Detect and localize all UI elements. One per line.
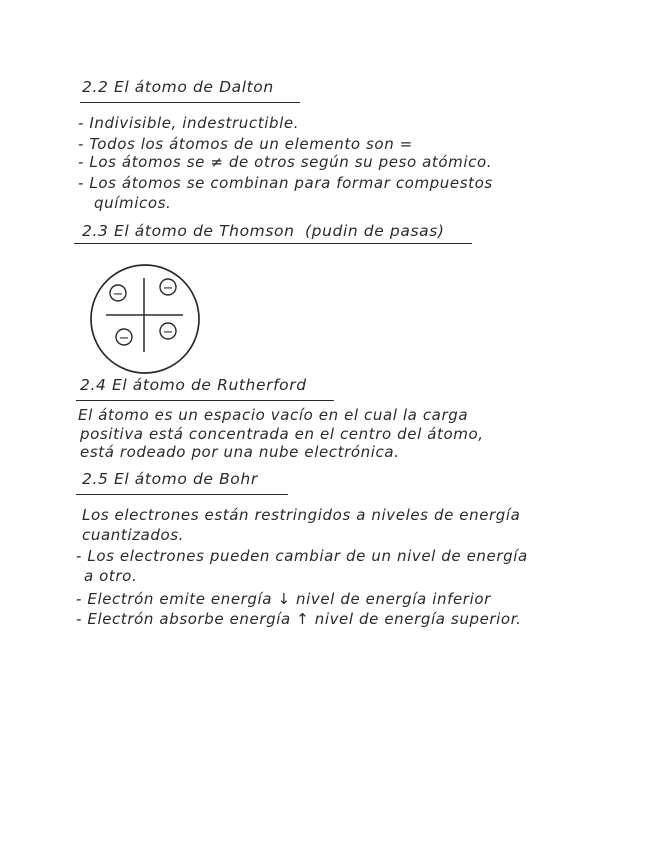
bohr-line-3: - Los electrones pueden cambiar de un nivel de energía bbox=[76, 547, 528, 565]
electron bbox=[116, 329, 132, 346]
bohr-line-4: a otro. bbox=[84, 567, 138, 585]
section-heading-bohr: 2.5 El átomo de Bohr bbox=[82, 470, 258, 488]
svg-text:−: − bbox=[162, 325, 174, 340]
section-heading-dalton: 2.2 El átomo de Dalton bbox=[82, 78, 274, 96]
heading-underline-bohr bbox=[76, 494, 288, 495]
electron bbox=[110, 285, 126, 302]
bohr-line-6: - Electrón absorbe energía ↑ nivel de energía superior. bbox=[76, 610, 522, 628]
heading-underline-rutherford bbox=[76, 400, 334, 401]
bohr-line-1: Los electrones están restringidos a niveles de energía bbox=[82, 506, 521, 524]
electron bbox=[160, 323, 176, 340]
section-heading-rutherford: 2.4 El átomo de Rutherford bbox=[80, 376, 307, 394]
svg-text:−: − bbox=[162, 281, 174, 296]
bohr-line-5: - Electrón emite energía ↓ nivel de energía inferior bbox=[76, 590, 491, 608]
dalton-line-5: químicos. bbox=[94, 194, 172, 212]
thomson-note: (pudin de pasas) bbox=[305, 222, 445, 240]
thomson-atom-diagram bbox=[84, 258, 206, 380]
rutherford-line-2: positiva está concentrada en el centro del átomo, bbox=[80, 425, 484, 443]
section-heading-thomson: 2.3 El átomo de Thomson bbox=[82, 222, 295, 240]
svg-text:−: − bbox=[112, 287, 124, 302]
dalton-line-2: - Todos los átomos de un elemento son = bbox=[78, 135, 413, 153]
dalton-line-1: - Indivisible, indestructible. bbox=[78, 114, 300, 132]
bohr-line-2: cuantizados. bbox=[82, 526, 185, 544]
atom-sphere bbox=[91, 265, 199, 373]
dalton-line-3: - Los átomos se ≠ de otros según su peso atómico. bbox=[78, 153, 493, 171]
electron bbox=[160, 279, 176, 296]
heading-underline-thomson bbox=[74, 243, 472, 244]
dalton-line-4: - Los átomos se combinan para formar compuestos bbox=[78, 174, 493, 192]
rutherford-line-1: El átomo es un espacio vacío en el cual la carga bbox=[78, 406, 469, 424]
svg-text:−: − bbox=[118, 331, 130, 346]
rutherford-line-3: está rodeado por una nube electrónica. bbox=[80, 443, 400, 461]
heading-underline-dalton bbox=[80, 102, 300, 103]
